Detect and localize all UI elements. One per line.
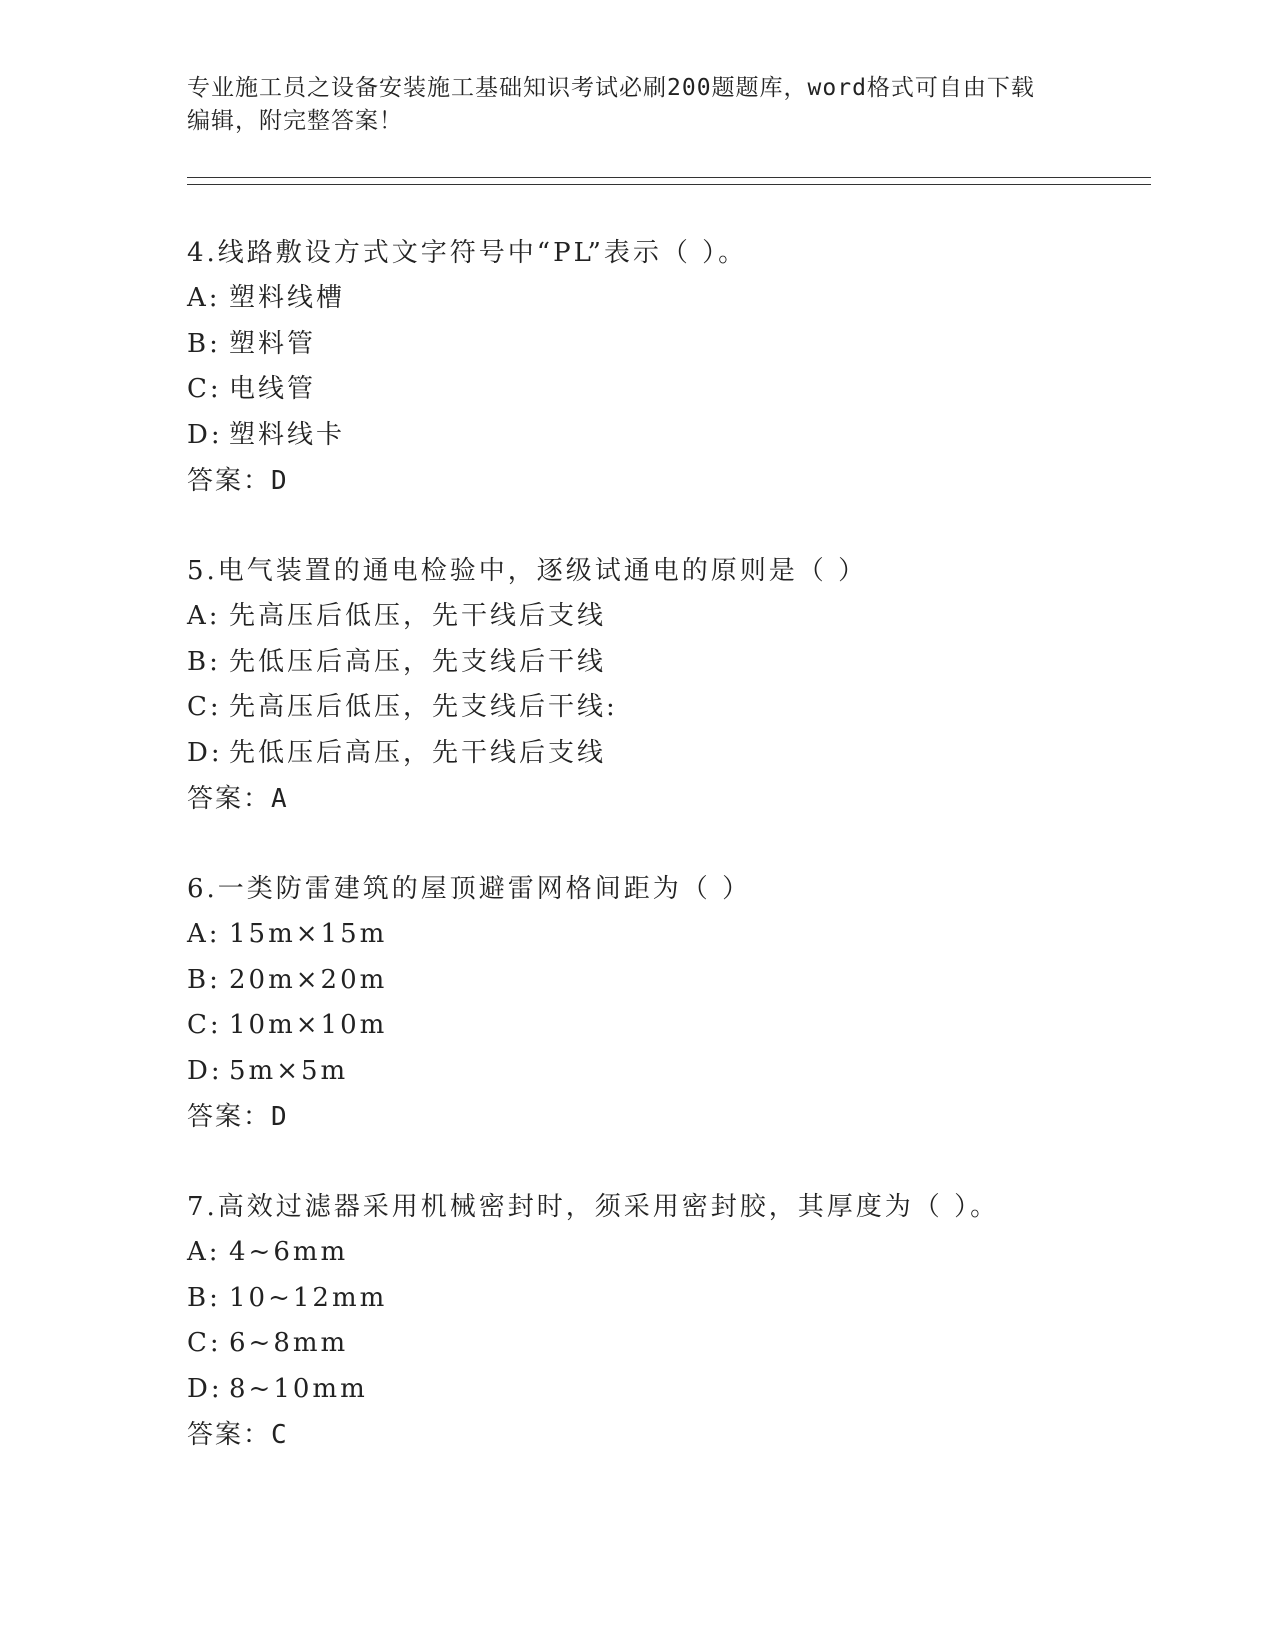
option-letter: C: [187,1328,222,1358]
header-divider [187,177,1151,185]
option-text: 20m×20m [229,964,388,995]
option-b [187,1276,1167,1322]
question-stem: 4.线路敷设方式文字符号中“PL”表示（ ）。 [187,238,748,268]
option-a [187,912,1167,958]
option-letter: A: [187,601,221,631]
option-d [187,1367,1167,1413]
option-letter: C: [187,374,222,404]
option-letter: B: [187,964,221,995]
header-title-line-1: 专业施工员之设备安装施工基础知识考试必刷200题题库，word格式可自由下载 [187,75,1035,101]
option-text: 先高压后低压，先干线后支线 [229,601,607,631]
answer-line: 答案：D [187,1102,289,1132]
option-c [187,1321,1167,1367]
option-letter: A: [187,1237,221,1267]
option-c [187,1003,1167,1049]
option-letter: D: [187,1373,223,1404]
option-text: 先低压后高压，先干线后支线 [229,737,607,768]
option-text: 5m×5m [229,1055,349,1086]
option-b [187,958,1167,1004]
option-text: 6~8mm [229,1328,349,1358]
option-letter: B: [187,646,221,677]
question-block [187,230,1167,504]
option-letter: A: [187,919,221,949]
option-text: 8~10mm [229,1373,368,1404]
option-c [187,367,1167,413]
option-a [187,1230,1167,1276]
option-a [187,276,1167,322]
option-letter: C: [187,1010,222,1040]
option-letter: C: [187,692,222,722]
question-stem: 5.电气装置的通电检验中，逐级试通电的原则是（ ） [187,556,868,586]
option-text: 塑料线槽 [229,283,346,313]
question-block [187,866,1167,1140]
option-text: 15m×15m [229,919,388,949]
question-stem: 7.高效过滤器采用机械密封时，须采用密封胶，其厚度为（ ）。 [187,1192,1000,1222]
option-b [187,322,1167,368]
option-letter: D: [187,737,223,768]
question-stem: 6.一类防雷建筑的屋顶避雷网格间距为（ ） [187,874,752,904]
option-d [187,1049,1167,1095]
answer-line: 答案：D [187,466,289,496]
option-text: 先高压后低压，先支线后干线: [229,692,618,722]
option-text: 电线管 [229,374,317,404]
option-letter: D: [187,419,223,450]
option-text: 4~6mm [229,1237,349,1267]
question-block [187,548,1167,822]
option-c [187,685,1167,731]
header-title-line-2: 编辑，附完整答案！ [187,108,403,134]
option-b [187,640,1167,686]
option-d [187,731,1167,777]
option-text: 塑料管 [229,328,317,359]
option-text: 先低压后高压，先支线后干线 [229,646,607,677]
option-text: 10m×10m [229,1010,388,1040]
option-letter: B: [187,328,221,359]
answer-line: 答案：A [187,784,289,814]
option-text: 10~12mm [229,1282,388,1313]
document-header [187,72,1067,138]
option-d [187,413,1167,459]
question-block [187,1184,1167,1458]
option-letter: B: [187,1282,221,1313]
option-letter: A: [187,283,221,313]
option-a [187,594,1167,640]
answer-line: 答案：C [187,1420,289,1450]
option-letter: D: [187,1055,223,1086]
option-text: 塑料线卡 [229,419,346,450]
